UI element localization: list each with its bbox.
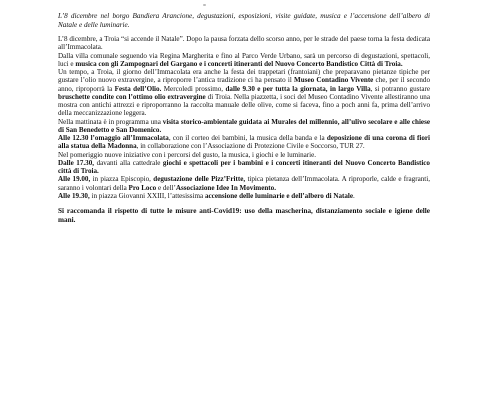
corona-highlight: deposizione di una corona di fiori alla statua della Madonna (58, 134, 430, 151)
bruschette-highlight: bruschette condite con l’ottimo olio extravergine (58, 92, 206, 101)
intro-sentence: L’8 dicembre, a Troia “si accende il Natale”. Dopo la pausa forzata dello scorso anno, per le strade del paese torna la festa dedicata all’Immacolata. (58, 35, 430, 52)
program-text-4: Nel pomeriggio nuove iniziative con i percorsi del gusto, la musica, i giochi e le luminarie. (58, 150, 317, 159)
omaggio-highlight: Alle 12.30 l’omaggio all’Immacolata (58, 134, 169, 143)
covid-notice: Si raccomanda il rispetto di tutte le misure anti-Covid19: uso della mascherina, distanziamento sociale e igiene delle mani. (58, 207, 430, 224)
time-place-highlight: dalle 9.30 e per tutta la giornata, in largo Villa (225, 84, 371, 93)
olio-text-5: di Troia. Nella piazzetta, i soci del Museo Contadino Vivente allestiranno una mostra con antichi attrezzi e riproporranno la raccolta manuale delle olive, come si faceva, fino a poch anni fa, prima dell’arrivo della meccanizzazione leggera. (58, 92, 430, 118)
museo-highlight: Museo Contadino Vivente (294, 76, 374, 85)
program-text-5: davanti alla cattedrale (94, 158, 163, 167)
olio-text-3: Mercoledì prossimo, (161, 84, 226, 93)
paragraph-program (58, 118, 430, 201)
program-text-8: e dell’ (156, 183, 176, 192)
olio-text-2: che, per il secondo anno, riproporrà la (58, 76, 431, 93)
program-text-2: , con il corteo dei bambini, la musica della banda e la (168, 134, 327, 143)
visita-highlight: visita storico-ambientale guidata ai Murales del millennio, all’ulivo secolare e alle chiese di San Benedetto e San Domenico. (58, 117, 430, 134)
program-text-6: in piazza Episcopio, (90, 175, 154, 184)
paragraph-olio (58, 68, 430, 118)
associazione-highlight: Associazione Idee In Movimento. (175, 183, 276, 192)
time-1900: Alle 19.00, (58, 175, 91, 184)
pizzfritte-highlight: degustazione delle Pizz’Fritte, (153, 175, 246, 184)
time-1930: Alle 19.30, (58, 191, 90, 200)
program-text-7: tipica pietanza dell’Immacolata. A riproporle, calde e fragranti, saranno i volontari della (58, 175, 430, 192)
document-page (58, 12, 430, 224)
olio-text-4: , si potranno gustare (370, 84, 431, 93)
program-text-3: , in collaborazione con l’Associazione di Protezione Civile e Soccorso, TUR 27. (136, 142, 365, 151)
program-text-10: . (353, 191, 355, 200)
festa-olio-highlight: Festa dell’Olio. (114, 84, 162, 93)
accensione-highlight: accensione delle luminarie e dell’albero di Natale (204, 191, 354, 200)
subtitle: L’8 dicembre nel borgo Bandiera Arancione, degustazioni, esposizioni, visite guidate, musica e l’accensione dell’albero di Natale e delle luminarie. (58, 12, 430, 29)
spacer (58, 200, 430, 207)
scan-mark (203, 4, 206, 6)
paragraph-intro (58, 35, 430, 68)
music-highlight: musica con gli Zampognari del Gargano e i concerti itineranti del Nuovo Concerto Bandistico Città di Troia. (75, 59, 403, 68)
proloco-highlight: Pro Loco (128, 183, 157, 192)
program-text-9: in piazza Giovanni XXIII, l’attesissima (89, 191, 205, 200)
program-text-1: Nella mattinata è in programma una (58, 117, 163, 126)
giochi-highlight: giochi e spettacoli per i bambini e i concerti itineranti del Nuovo Concerto Bandistico città di Troia. (58, 158, 430, 176)
route-text: Dalla villa comunale seguendo via Regina Margherita e fino al Parco Verde Urbano, sarà un percorso di degustazioni, spettacoli, luci e (58, 51, 430, 68)
olio-text-1: Un tempo, a Troia, il giorno dell’Immacolata era anche la festa dei trappetari (frantoiani) che preparavano pietanze tipiche per gustare l’olio nuovo extravergine, a riproporre l’antica tradizione ci ha pensato il (58, 68, 430, 85)
time-1730: Dalle 17.30, (58, 158, 95, 167)
